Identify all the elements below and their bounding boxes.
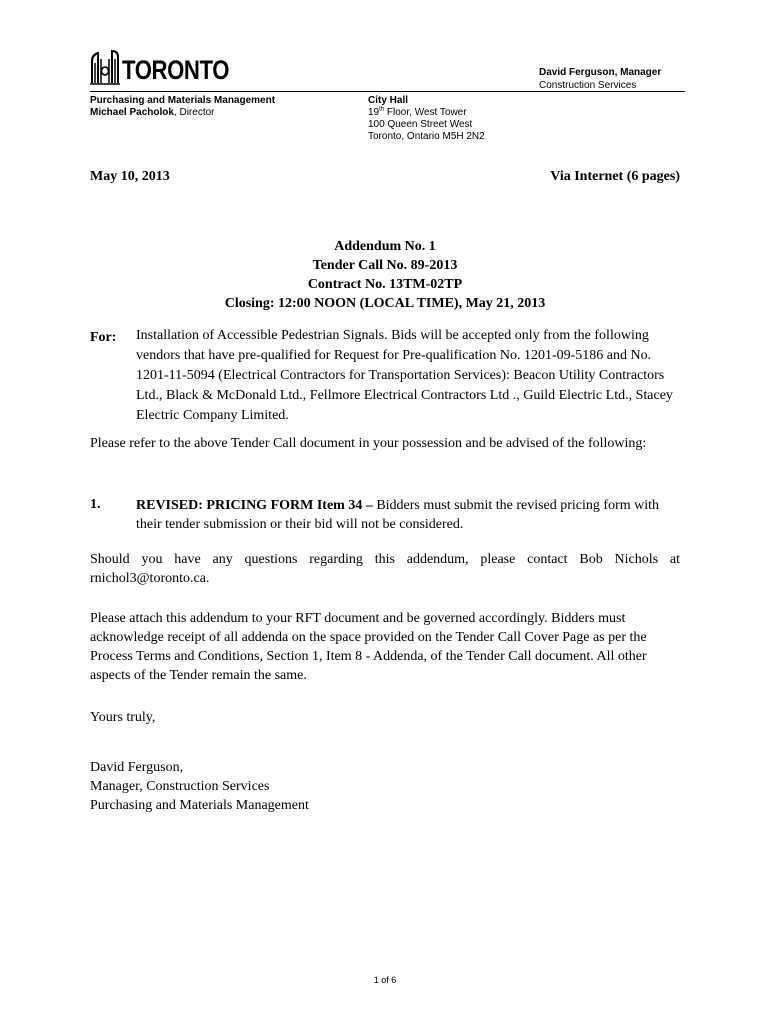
item-number: 1. [90, 497, 101, 512]
item-body: Bidders must submit the revised pricing form with their tender submission or their bid will not be considered. [136, 498, 660, 532]
item-heading: REVISED: PRICING FORM Item 34 – [136, 498, 373, 513]
questions-paragraph: Should you have any questions regarding this addendum, please contact Bob Nichols at rnichol3@toronto.ca. [90, 552, 680, 586]
sender-name: David Ferguson, Manager [539, 67, 662, 78]
attach-paragraph: Please attach this addendum to your RFT document and be governed accordingly. Bidders must acknowledge receipt of all addenda on the space provided on the Tender Call Cover Page as per the Process Terms and Conditions, Section 1, Item 8 - Addenda, of the Tender Call document. All other aspects of the Tender remain the same. [90, 611, 647, 683]
toronto-logo [90, 45, 253, 85]
director-title: , Director [173, 107, 215, 118]
title-line: Contract No. 13TM-02TP [307, 277, 463, 292]
address-building: City Hall [368, 95, 409, 106]
delivery-method: Via Internet (6 pages) [550, 169, 680, 184]
signature-block [90, 758, 309, 815]
for-label: For: [90, 330, 117, 345]
sender-unit: Construction Services [539, 80, 637, 91]
title-line: Closing: 12:00 NOON (LOCAL TIME), May 21, 2013 [224, 296, 546, 311]
signature-title: Manager, Construction Services [90, 779, 270, 794]
director-name: Michael Pacholok [90, 107, 174, 118]
addendum-title-block [90, 237, 680, 313]
item-1 [136, 496, 682, 534]
header-divider [90, 91, 685, 92]
letter-date: May 10, 2013 [90, 169, 170, 184]
page-indicator: 1 of 6 [373, 975, 397, 985]
for-description: Installation of Accessible Pedestrian Signals. Bids will be accepted only from the following vendors that have pre-qualified for Request for Pre-qualification No. 1201-09-5186 and No. 1201-11-5094 (Electrical Contractors for Transportation Services): Beacon Utility Contractors Ltd., Black & McDonald Ltd., Fellmore Electrical Contractors Ltd ., Guild Electric Ltd., Stacey Electric Company Limited. [136, 328, 673, 423]
title-line: Addendum No. 1 [334, 239, 436, 254]
closing: Yours truly, [90, 710, 156, 725]
address-city: Toronto, Ontario M5H 2N2 [368, 131, 485, 142]
signature-department: Purchasing and Materials Management [90, 798, 309, 813]
address-floor: 19th Floor, West Tower [368, 106, 467, 118]
sender-block [539, 66, 661, 92]
toronto-city-hall-icon [90, 49, 120, 85]
address-street: 100 Queen Street West [368, 119, 473, 130]
department-block [90, 95, 275, 119]
address-block [368, 95, 485, 143]
signature-name: David Ferguson, [90, 760, 184, 775]
refer-paragraph: Please refer to the above Tender Call document in your possession and be advised of the following: [90, 436, 647, 451]
title-line: Tender Call No. 89-2013 [312, 258, 458, 273]
department-name: Purchasing and Materials Management [90, 95, 276, 106]
logo-wordmark: TORONTO [122, 55, 230, 85]
